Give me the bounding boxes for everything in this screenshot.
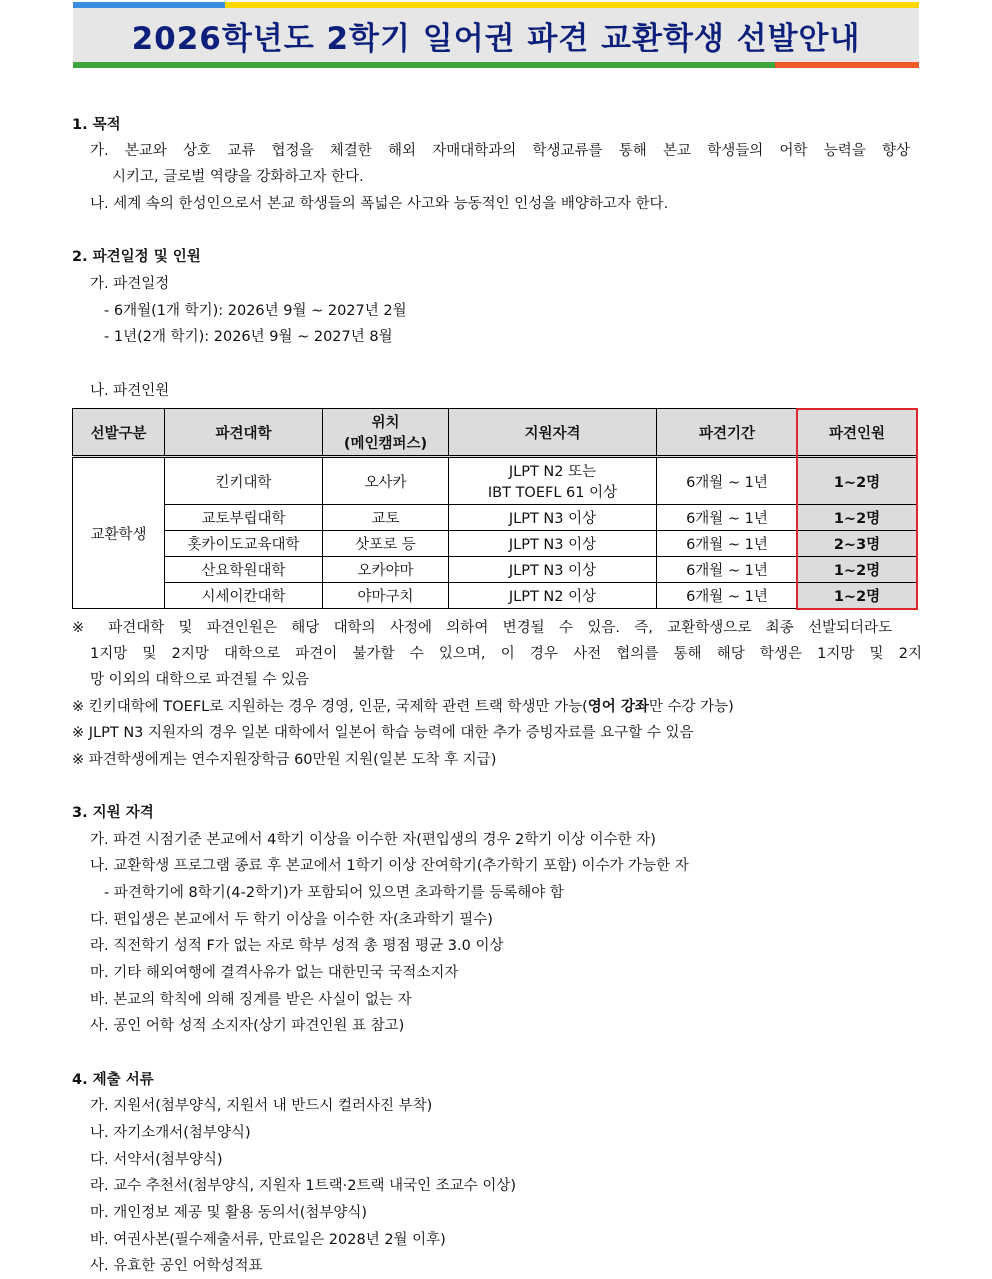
section-4-item: 마. 개인정보 제공 및 활용 동의서(첨부양식) <box>90 1205 368 1221</box>
qualification-line2: IBT TOEFL 61 이상 <box>487 485 618 501</box>
section-4-item: 나. 자기소개서(첨부양식) <box>90 1125 251 1141</box>
location-cell: 삿포로 등 <box>323 531 449 557</box>
section-3-item: 바. 본교의 학칙에 의해 징계를 받은 사실이 없는 자 <box>90 992 412 1008</box>
university-cell: 교토부립대학 <box>165 505 323 531</box>
section-3-item: 나. 교환학생 프로그램 종료 후 본교에서 1학기 이상 잔여학기(추가학기 포함) 이수가 가능한 자 <box>90 858 689 874</box>
section-4-heading: 4. 제출 서류 <box>72 1072 154 1088</box>
university-cell: 킨키대학 <box>165 457 323 505</box>
note-4: ※ 파견학생에게는 연수지원장학금 60만원 지원(일본 도착 후 지급) <box>72 752 497 768</box>
period-cell: 6개월 ~ 1년 <box>657 557 798 583</box>
location-cell: 교토 <box>323 505 449 531</box>
location-cell: 야마구치 <box>323 583 449 609</box>
header-period: 파견기간 <box>657 409 798 457</box>
period-cell: 6개월 ~ 1년 <box>657 457 798 505</box>
section-4-item: 다. 서약서(첨부양식) <box>90 1152 223 1168</box>
bottom-bar-green-segment <box>73 62 775 68</box>
table-row <box>73 531 917 557</box>
note-1-line3: 망 이외의 대학으로 파견될 수 있음 <box>90 672 310 688</box>
section-1-heading: 1. 목적 <box>72 117 121 133</box>
bottom-bar-orange-segment <box>775 62 919 68</box>
section-3-item: 마. 기타 해외여행에 결격사유가 없는 대한민국 국적소지자 <box>90 965 459 981</box>
period-cell: 6개월 ~ 1년 <box>657 531 798 557</box>
table-row <box>73 457 917 505</box>
count-cell: 1~2명 <box>798 505 917 531</box>
section-4-item: 라. 교수 추천서(첨부양식, 지원자 1트랙·2트랙 내국인 조교수 이상) <box>90 1178 517 1194</box>
header-location-line1: 위치 <box>371 415 400 431</box>
section-1-item-b: 나. 세계 속의 한성인으로서 본교 학생들의 폭넓은 사고와 능동적인 인성을 배양하고자 한다. <box>90 196 669 212</box>
title-banner <box>73 2 919 68</box>
header-location <box>323 409 449 457</box>
table-row <box>73 505 917 531</box>
note-1 <box>72 615 892 641</box>
section-3-subnote: - 파견학기에 8학기(4-2학기)가 포함되어 있으면 초과학기를 등록해야 함 <box>104 885 564 901</box>
university-cell: 산요학원대학 <box>165 557 323 583</box>
section-4-item: 사. 유효한 공인 어학성적표 <box>90 1258 263 1274</box>
section-2-item-b: 나. 파견인원 <box>90 383 170 399</box>
table-header-row <box>73 409 917 457</box>
period-cell: 6개월 ~ 1년 <box>657 583 798 609</box>
section-4-item: 바. 여권사본(필수제출서류, 만료일은 2028년 2월 이후) <box>90 1232 446 1248</box>
header-qualification: 지원자격 <box>449 409 657 457</box>
title-bottom-bar <box>73 62 919 68</box>
qualification-cell: JLPT N3 이상 <box>449 557 657 583</box>
location-cell: 오카야마 <box>323 557 449 583</box>
section-1-item-a-line1: 가. 본교와 상호 교류 협정을 체결한 해외 자매대학과의 학생교류를 통해 본교 학생들의 어학 능력을 향상 <box>90 143 910 159</box>
page-title: 2026학년도 2학기 일어권 파견 교환학생 선발안내 <box>131 20 861 57</box>
title-box <box>73 8 919 62</box>
university-cell: 시세이칸대학 <box>165 583 323 609</box>
section-3-heading: 3. 지원 자격 <box>72 805 154 821</box>
location-cell: 오사카 <box>323 457 449 505</box>
count-cell: 1~2명 <box>798 457 917 505</box>
period-cell: 6개월 ~ 1년 <box>657 505 798 531</box>
section-3-item: 가. 파견 시점기준 본교에서 4학기 이상을 이수한 자(편입생의 경우 2학기 이상 이수한 자) <box>90 832 656 848</box>
note-2 <box>72 694 734 720</box>
count-cell: 2~3명 <box>798 531 917 557</box>
section-3-item: 사. 공인 어학 성적 소지자(상기 파견인원 표 참고) <box>90 1018 405 1034</box>
section-3-item: 라. 직전학기 성적 F가 없는 자로 학부 성적 총 평점 평균 3.0 이상 <box>90 938 504 954</box>
dispatch-table <box>72 408 917 609</box>
section-2-item-a: 가. 파견일정 <box>90 276 170 292</box>
note-2-text-post: 만 수강 가능) <box>648 699 734 715</box>
header-location-line2: (메인캠퍼스) <box>343 436 428 452</box>
qualification-cell: JLPT N2 이상 <box>449 583 657 609</box>
section-2-heading: 2. 파견일정 및 인원 <box>72 249 201 265</box>
note-1-continued <box>90 641 922 667</box>
qualification-cell <box>449 457 657 505</box>
section-2-schedule-6months: - 6개월(1개 학기): 2026년 9월 ~ 2027년 2월 <box>104 303 407 319</box>
section-1-item-a-line2: 시키고, 글로벌 역량을 강화하고자 한다. <box>112 169 364 185</box>
table-row <box>73 583 917 609</box>
university-cell: 홋카이도교육대학 <box>165 531 323 557</box>
note-1-line2: 1지망 및 2지망 대학으로 파견이 불가할 수 있으며, 이 경우 사전 협의를 통해 해당 학생은 1지망 및 2지 <box>90 646 922 662</box>
section-1-item-a <box>90 138 910 164</box>
section-2-schedule-1year: - 1년(2개 학기): 2026년 9월 ~ 2027년 8월 <box>104 329 393 345</box>
header-count: 파견인원 <box>798 409 917 457</box>
header-university: 파견대학 <box>165 409 323 457</box>
table-row <box>73 557 917 583</box>
section-3-item: 다. 편입생은 본교에서 두 학기 이상을 이수한 자(초과학기 필수) <box>90 912 493 928</box>
qualification-cell: JLPT N3 이상 <box>449 531 657 557</box>
note-3: ※ JLPT N3 지원자의 경우 일본 대학에서 일본어 학습 능력에 대한 추가 증빙자료를 요구할 수 있음 <box>72 725 694 741</box>
qualification-line1: JLPT N2 또는 <box>508 464 597 480</box>
section-4-item: 가. 지원서(첨부양식, 지원서 내 반드시 컬러사진 부착) <box>90 1098 433 1114</box>
note-2-text-pre: ※ 킨키대학에 TOEFL로 지원하는 경우 경영, 인문, 국제학 관련 트랙 학생만 가능( <box>72 699 588 715</box>
category-cell: 교환학생 <box>73 457 165 609</box>
note-2-bold: 영어 강좌 <box>587 699 649 715</box>
count-cell: 1~2명 <box>798 583 917 609</box>
note-1-line1: ※ 파견대학 및 파견인원은 해당 대학의 사정에 의하여 변경될 수 있음. 즉, 교환학생으로 최종 선발되더라도 <box>72 620 892 636</box>
count-cell: 1~2명 <box>798 557 917 583</box>
header-category: 선발구분 <box>73 409 165 457</box>
qualification-cell: JLPT N3 이상 <box>449 505 657 531</box>
